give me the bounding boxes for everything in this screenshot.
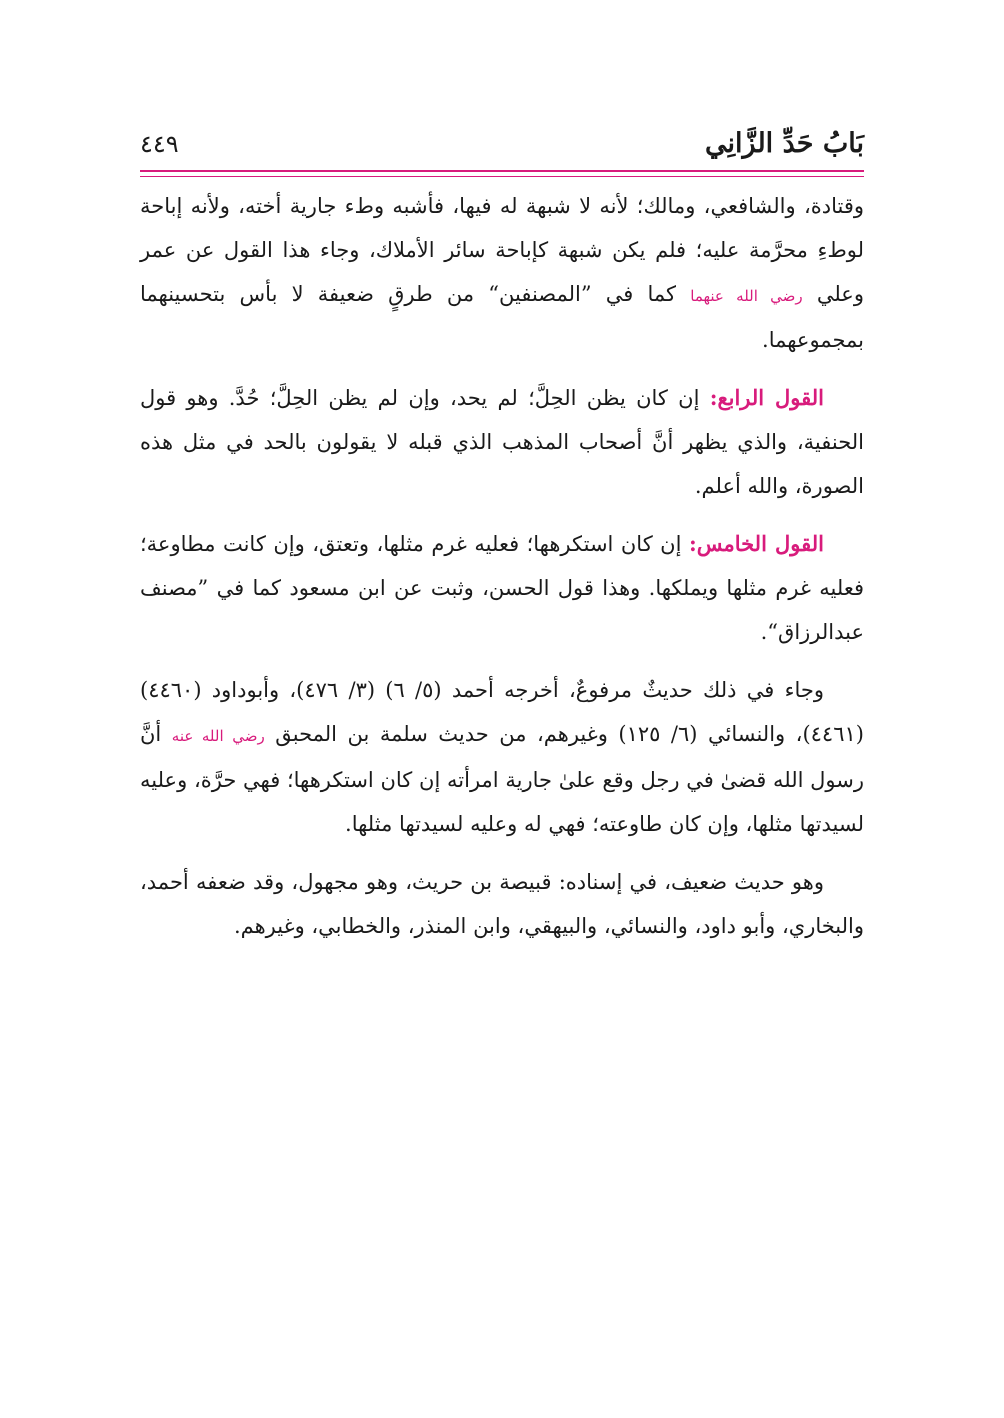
opinion-5-heading: القول الخامس:: [688, 531, 824, 556]
opinion-4-text: إن كان يظن الحِلَّ؛ لم يحد، وإن لم يظن الحِلَّ؛ حُدَّ. وهو قول الحنفية، والذي يظهر أنَّ أصحاب المذهب الذي قبله لا يقولون بالحد في مثل هذه الصورة، والله أعلم.: [140, 386, 864, 498]
grading-text: وهو حديث ضعيف، في إسناده: قبيصة بن حريث، وهو مجهول، وقد ضعفه أحمد، والبخاري، وأبو داود، والنسائي، والبيهقي، وابن المنذر، والخطابي، وغيرهم.: [140, 870, 864, 938]
page-header: [140, 118, 864, 162]
honorific-mark: رضي الله عنهما: [690, 287, 803, 305]
paragraph-opinion-5: [140, 522, 864, 654]
chapter-title: بَابُ حَدِّ الزَّانِي: [705, 128, 864, 159]
hadith-tail: أنَّ رسول الله قضىٰ في رجل وقع علىٰ جارية امرأته إن كان استكرهها؛ فهي حرَّة، وعليه لسيدتها مثلها، وإن كان طاوعته؛ فهي له وعليه لسيدتها مثلها.: [140, 722, 864, 836]
paragraph-opinion-4: [140, 376, 864, 508]
paragraph-1: [140, 184, 864, 362]
header-rule-thick: [140, 170, 864, 172]
opinion-5-text: إن كان استكرهها؛ فعليه غرم مثلها، وتعتق، وإن كانت مطاوعة؛ فعليه غرم مثلها ويملكها. وهذا قول الحسن، وثبت عن ابن مسعود كما في ”مصنف عبدالرزاق“.: [140, 532, 864, 644]
paragraph-1-text: وقتادة، والشافعي، ومالك؛ لأنه لا شبهة له فيها، فأشبه وطء جارية أخته، ولأنه إباحة لوطءِ محرَّمة عليه؛ فلم يكن شبهة كإباحة سائر الأملاك، وجاء هذا القول عن عمر وعلي: [140, 194, 864, 306]
paragraph-hadith: [140, 668, 864, 846]
honorific-mark-2: رضي الله عنه: [171, 727, 265, 745]
hadith-text: وجاء في ذلك حديثٌ مرفوعٌ، أخرجه أحمد (٥/ ٦) (٣/ ٤٧٦)، وأبوداود (٤٤٦٠) (٤٤٦١)، والنسائي (٦/ ١٢٥) وغيرهم، من حديث سلمة بن المحبق: [140, 678, 864, 746]
paragraph-1-tail: كما في ”المصنفين“ من طرقٍ ضعيفة لا بأس بتحسينهما بمجموعهما.: [140, 282, 864, 352]
paragraph-grading: [140, 860, 864, 948]
page-body: [140, 184, 864, 962]
page-number: ٤٤٩: [140, 130, 179, 158]
book-page: [140, 118, 864, 938]
opinion-4-heading: القول الرابع:: [709, 385, 825, 410]
header-rule-thin: [140, 176, 864, 177]
